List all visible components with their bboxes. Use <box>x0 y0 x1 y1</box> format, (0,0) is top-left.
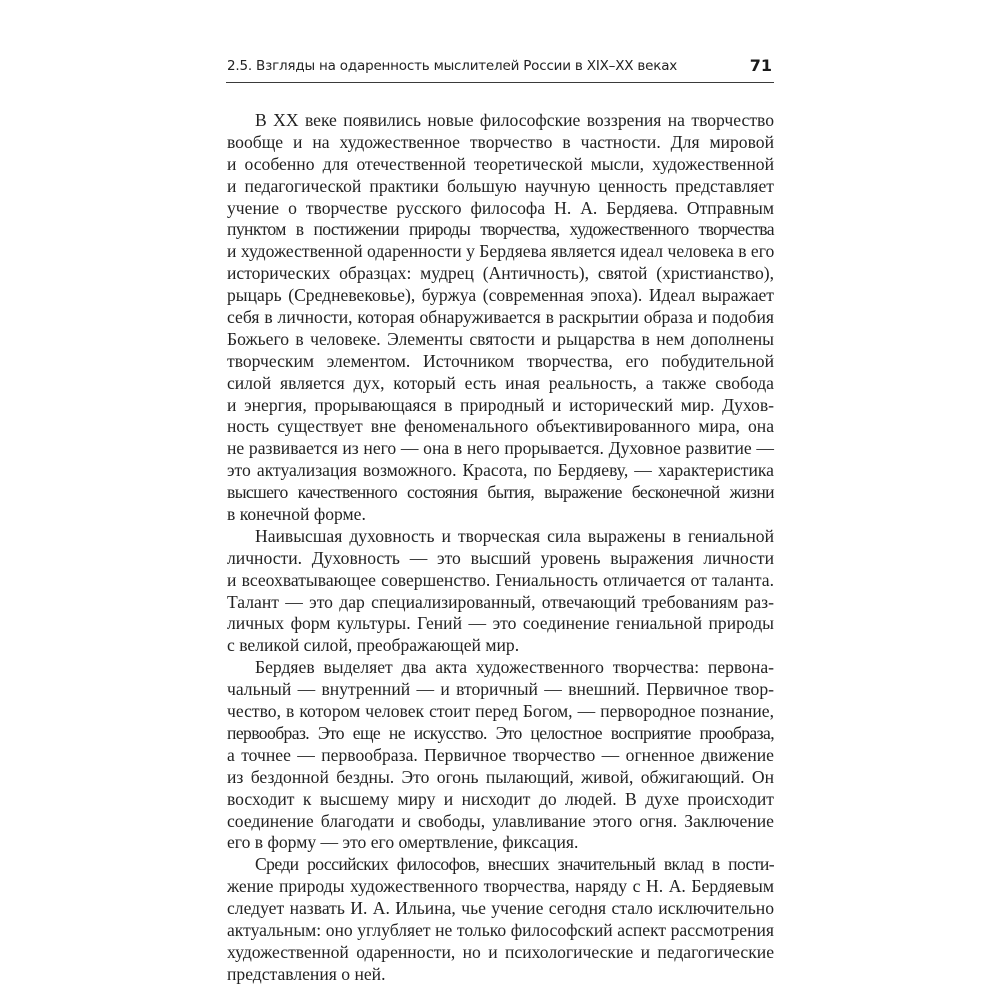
text-line: и особенно для отечественной теоретической мысли, художественной <box>227 153 774 174</box>
text-line: Наивысшая духовность и творческая сила выражены в гениальной <box>255 525 774 546</box>
text-line: пунктом в постижении природы творчества, художественного творчества <box>227 219 774 240</box>
text-line: Бердяев выделяет два акта художественного творчества: первона- <box>255 657 774 678</box>
paragraph-3 <box>227 657 774 854</box>
text-line: и художественной одаренности у Бердяева является идеал человека в его <box>227 241 775 262</box>
text-line: соединение благодати и свободы, улавливание этого огня. Заключение <box>227 810 774 831</box>
text-line: первообраз. Это еще не искусство. Это целостное восприятие прообраза, <box>227 722 774 743</box>
paragraph-2 <box>227 526 774 657</box>
body-text <box>227 110 774 986</box>
text-line: в конечной форме. <box>227 504 366 525</box>
text-line: силой является дух, который есть иная реальность, а также свобода <box>227 372 774 393</box>
text-line: ность существует вне феноменального объективированного мира, она <box>227 416 774 437</box>
text-line: следует назвать И. А. Ильина, чье учение сегодня стало исключительно <box>227 898 774 919</box>
text-line: из бездонной бездны. Это огонь пылающий, живой, обжигающий. Он <box>227 766 774 787</box>
text-line: а точнее — первообраза. Первичное творчество — огненное движение <box>227 744 774 765</box>
text-line: и энергия, прорывающаяся в природный и исторический мир. Духов- <box>227 394 774 415</box>
text-line: личных форм культуры. Гений — это соединение гениальной природы <box>227 613 774 634</box>
text-line: исторических образцах: мудрец (Античность), святой (христианство), <box>227 263 774 284</box>
text-line: восходит к высшему миру и нисходит до людей. В духе происходит <box>227 788 774 809</box>
text-line: Талант — это дар специализированный, отвечающий требованиям раз- <box>227 591 774 612</box>
text-line: художественной одаренности, но и психологические и педагогические <box>227 941 774 962</box>
text-line: чальный — внутренний — и вторичный — внешний. Первичное твор- <box>227 679 774 700</box>
text-line: высшего качественного состояния бытия, выражение бесконечной жизни <box>227 482 774 503</box>
text-line: творческим элементом. Источником творчества, его побудительной <box>227 350 774 371</box>
text-line: актуальным: оно углубляет не только философский аспект рассмотрения <box>227 919 774 940</box>
paragraph-1 <box>227 110 774 526</box>
text-line: представления о ней. <box>227 963 386 984</box>
text-line: себя в личности, которая обнаруживается в раскрытии образа и подобия <box>227 307 774 328</box>
text-line: его в форму — это его омертвление, фиксация. <box>227 832 579 853</box>
text-line: жение природы художественного творчества, наряду с Н. А. Бердяевым <box>227 876 774 897</box>
text-line: это актуализация возможного. Красота, по Бердяеву, — характеристика <box>227 460 774 481</box>
paragraph-4 <box>227 854 774 985</box>
text-line: учение о творчестве русского философа Н. А. Бердяева. Отправным <box>227 197 774 218</box>
text-line: с великой силой, преображающей мир. <box>227 635 520 656</box>
running-head-title: 2.5. Взгляды на одаренность мыслителей России в XIX–XX веках <box>227 58 678 74</box>
text-line: рыцарь (Средневековье), буржуа (современная эпоха). Идеал выражает <box>227 285 774 306</box>
page-number: 71 <box>749 56 772 75</box>
running-head <box>226 58 774 83</box>
text-line: не развивается из него — она в него прорывается. Духовное развитие — <box>227 438 774 459</box>
text-line: Божьего в человеке. Элементы святости и рыцарства в нем дополнены <box>227 328 774 349</box>
text-line: Среди российских философов, внесших значительный вклад в пости- <box>255 854 774 875</box>
text-line: В XX веке появились новые философские воззрения на творчество <box>255 110 774 130</box>
text-line: и всеохватывающее совершенство. Гениальность отличается от таланта. <box>227 569 774 590</box>
text-line: личности. Духовность — это высший уровень выражения личности <box>227 547 774 568</box>
text-line: чество, в котором человек стоит перед Богом, — первородное познание, <box>227 701 774 722</box>
text-line: и педагогической практики большую научную ценность представляет <box>227 175 774 196</box>
text-line: вообще и на художественное творчество в частности. Для мировой <box>227 131 774 152</box>
